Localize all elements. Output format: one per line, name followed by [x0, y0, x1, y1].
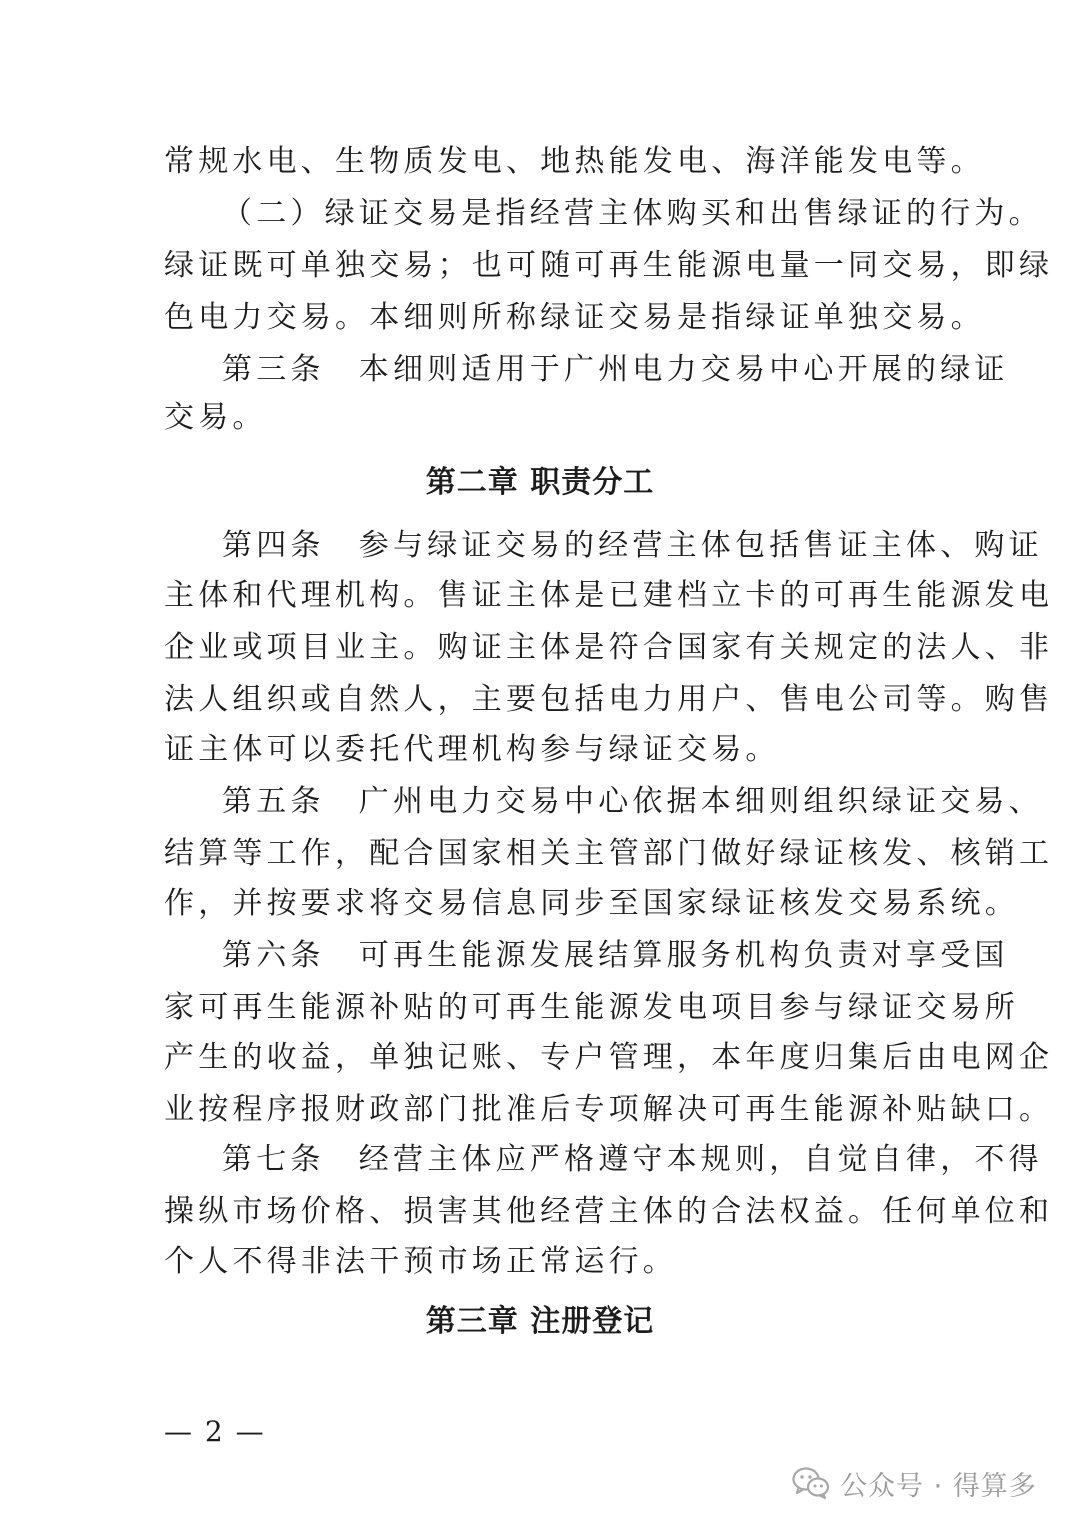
paragraph-line: 法人组织或自然人，主要包括电力用户、售电公司等。购售	[164, 682, 1054, 717]
paragraph-line: 产生的收益，单独记账、专户管理，本年度归集后由电网企	[164, 1040, 1054, 1075]
paragraph-line: 绿证既可单独交易；也可随可再生能源电量一同交易，即绿	[164, 248, 1054, 283]
paragraph-line: 证主体可以委托代理机构参与绿证交易。	[164, 732, 780, 767]
wechat-icon	[792, 1466, 830, 1500]
paragraph-line: 个人不得非法干预市场正常运行。	[164, 1244, 677, 1279]
paragraph-line: 第四条 参与绿证交易的经营主体包括售证主体、购证	[222, 528, 1043, 563]
chapter-heading: 第三章 注册登记	[425, 1304, 655, 1339]
paragraph-line: 业按程序报财政部门批准后专项解决可再生能源补贴缺口。	[164, 1092, 1054, 1127]
paragraph-line: 交易。	[164, 400, 267, 435]
paragraph-line: 结算等工作，配合国家相关主管部门做好绿证核发、核销工	[164, 836, 1054, 871]
chapter-heading: 第二章 职责分工	[425, 465, 655, 500]
paragraph-line: 企业或项目业主。购证主体是符合国家有关规定的法人、非	[164, 630, 1054, 665]
paragraph-line: 常规水电、生物质发电、地热能发电、海洋能发电等。	[164, 144, 985, 179]
paragraph-line: 第五条 广州电力交易中心依据本细则组织绿证交易、	[222, 784, 1043, 819]
paragraph-line: 色电力交易。本细则所称绿证交易是指绿证单独交易。	[164, 300, 985, 335]
paragraph-line: 第三条 本细则适用于广州电力交易中心开展的绿证	[222, 352, 1009, 387]
paragraph-line: 操纵市场价格、损害其他经营主体的合法权益。任何单位和	[164, 1194, 1054, 1229]
paragraph-line: （二）绿证交易是指经营主体购买和出售绿证的行为。	[222, 196, 1043, 231]
paragraph-line: 主体和代理机构。售证主体是已建档立卡的可再生能源发电	[164, 578, 1054, 613]
page-number: — 2 —	[164, 1415, 266, 1448]
paragraph-line: 第六条 可再生能源发展结算服务机构负责对享受国	[222, 938, 1009, 973]
watermark	[792, 1463, 1037, 1503]
paragraph-line: 作，并按要求将交易信息同步至国家绿证核发交易系统。	[164, 886, 1019, 921]
watermark-text: 公众号 · 得算多	[840, 1470, 1037, 1502]
paragraph-line: 家可再生能源补贴的可再生能源发电项目参与绿证交易所	[164, 990, 1019, 1025]
paragraph-line: 第七条 经营主体应严格遵守本规则，自觉自律，不得	[222, 1142, 1043, 1177]
